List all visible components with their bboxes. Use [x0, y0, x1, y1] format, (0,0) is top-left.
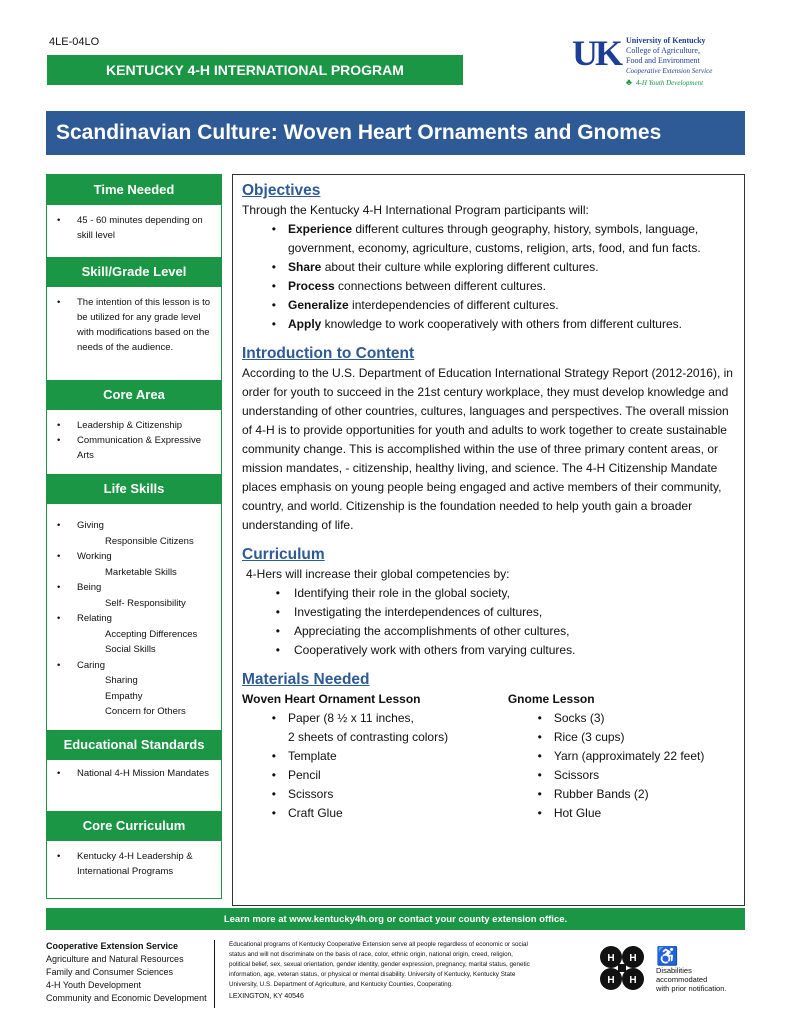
list-item — [242, 277, 736, 296]
bullet-icon: • — [271, 222, 276, 236]
list-item — [508, 804, 736, 823]
list-item-text: Rubber Bands (2) — [553, 787, 649, 801]
woven-heart-heading: Woven Heart Ornament Lesson — [242, 692, 421, 706]
list-item — [57, 611, 213, 627]
list-item-continuation: 2 sheets of contrasting colors) — [288, 730, 449, 744]
list-item-text: Communication & Expressive Arts — [77, 435, 202, 461]
bullet-icon: • — [271, 787, 276, 801]
list-item-text: Yarn (approximately 22 feet) — [553, 749, 705, 763]
bullet-icon: • — [275, 624, 280, 638]
bullet-icon: • — [271, 298, 276, 312]
list-subitem: Concern for Others — [105, 706, 186, 717]
ces-line: 4-H Youth Development — [46, 980, 142, 990]
list-item — [508, 766, 736, 785]
list-subitem: Social Skills — [105, 644, 156, 655]
bullet-icon: • — [537, 711, 542, 725]
list-item-text: Leadership & Citizenship — [77, 420, 183, 431]
document-code: 4LE-04LO — [49, 36, 100, 48]
access-line: Disabilities — [656, 966, 692, 975]
learn-more-text: Learn more at www.kentucky4h.org or contact your county extension office. — [223, 913, 568, 925]
list-item-text: Scissors — [288, 787, 334, 801]
svg-text:H: H — [629, 953, 637, 964]
list-subitem: Responsible Citizens — [105, 535, 194, 547]
bullet-icon: • — [57, 435, 61, 446]
curriculum-intro: 4-Hers will increase their global competencies by: — [246, 567, 510, 581]
list-item-text: Pencil — [288, 768, 321, 782]
list-item — [57, 213, 213, 243]
list-item — [242, 584, 736, 603]
bullet-icon: • — [57, 582, 61, 593]
woven-heart-materials — [242, 690, 508, 823]
sidebar-heading-life-skills: Life Skills — [47, 474, 221, 504]
wheelchair-icon: ♿ — [656, 946, 679, 966]
list-item — [57, 580, 213, 596]
list-subitem: Marketable Skills — [105, 566, 177, 578]
list-item-text: Apply knowledge to work cooperatively with others from different cultures. — [288, 317, 682, 331]
list-item — [242, 641, 736, 660]
list-item — [57, 518, 213, 534]
list-item — [242, 296, 736, 315]
list-item-text: Template — [288, 749, 337, 763]
svg-text:H: H — [629, 975, 637, 986]
page-title — [46, 111, 745, 155]
list-item — [242, 766, 508, 785]
list-item — [242, 622, 736, 641]
uk-logo — [572, 33, 752, 87]
curriculum-heading: Curriculum — [242, 546, 325, 563]
ces-line: Community and Economic Development — [46, 993, 207, 1003]
list-subitem: Self- Responsibility — [105, 597, 186, 609]
bullet-icon: • — [275, 605, 280, 619]
main-content — [232, 174, 745, 906]
introduction-text: According to the U.S. Department of Education International Strategy Report (2012-2016), in order for youth to succeed in the 21st century workplace, they must develop knowledge and understanding of other countries, cultures, languages and perspectives. The overall mission of 4-H is to provide opportunities for youth and adults to work together to create sustainable community change. This is accomplished within the use of three primary content areas, or mission mandates, - citizenship, healthy living, and science. The 4-H Citizenship Mandate places emphasis on young people being engaged and active members of their community, country, and world. Citizenship is the foundation needed to help youth gain a broader understanding of life. — [242, 366, 733, 532]
list-item — [508, 747, 736, 766]
bullet-icon: • — [271, 711, 276, 725]
list-subitem: Accepting Differences — [105, 628, 198, 640]
sidebar — [46, 174, 222, 899]
eeo-statement — [214, 940, 534, 1008]
list-item-text: Rice (3 cups) — [553, 730, 625, 744]
list-item-text: Cooperatively work with others from varying cultures. — [294, 643, 576, 657]
list-item-text: Caring — [77, 659, 105, 671]
list-item-text: Paper (8 ½ x 11 inches, — [288, 711, 414, 725]
page-title-text: Scandinavian Culture: Woven Heart Ornaments and Gnomes — [56, 121, 662, 144]
list-item-text: Being — [77, 582, 102, 593]
sidebar-heading-core-curriculum: Core Curriculum — [47, 811, 221, 841]
sidebar-section-life-skills — [47, 504, 221, 730]
list-item — [57, 849, 213, 879]
list-item-text: Giving — [77, 520, 104, 531]
list-item — [242, 804, 508, 823]
list-item-text: Relating — [77, 613, 112, 624]
objectives-intro: Through the Kentucky 4-H International Program participants will: — [242, 203, 589, 217]
list-subitem: Empathy — [105, 690, 143, 702]
bullet-icon: • — [57, 851, 61, 862]
bullet-icon: • — [57, 659, 61, 671]
logo-4h-line: ♣ 4-H Youth Development — [626, 78, 712, 88]
access-line: with prior notification. — [656, 984, 727, 993]
sidebar-section-time — [47, 205, 221, 257]
program-label: KENTUCKY 4-H INTERNATIONAL PROGRAM — [106, 62, 404, 78]
sidebar-heading-standards: Educational Standards — [47, 730, 221, 760]
list-item — [508, 709, 736, 728]
list-item-text: Experience different cultures through geography, history, symbols, language, government, economy, agriculture, customs, religion, arts, food, and fun facts. — [288, 222, 701, 255]
bullet-icon: • — [57, 215, 61, 226]
list-item-text: Craft Glue — [288, 806, 343, 820]
list-item — [57, 766, 213, 781]
list-item — [242, 315, 736, 334]
sidebar-heading-skill: Skill/Grade Level — [47, 257, 221, 287]
list-item-text: Working — [77, 551, 112, 562]
bullet-icon: • — [271, 260, 276, 274]
list-item-text: Generalize interdependencies of different cultures. — [288, 298, 559, 312]
list-item-text: Share about their culture while exploring different cultures. — [288, 260, 599, 274]
list-item — [508, 728, 736, 747]
bullet-icon: • — [537, 806, 542, 820]
svg-text:H: H — [607, 953, 615, 964]
gnome-heading: Gnome Lesson — [507, 692, 595, 706]
bullet-icon: • — [271, 768, 276, 782]
list-item — [57, 295, 213, 355]
sidebar-section-standards — [47, 760, 221, 811]
list-item-text: National 4-H Mission Mandates — [77, 768, 210, 779]
list-item-text: Hot Glue — [553, 806, 602, 820]
list-item — [242, 258, 736, 277]
bullet-icon: • — [537, 768, 542, 782]
bullet-icon: • — [271, 317, 276, 331]
list-item — [242, 709, 508, 728]
learn-more-banner — [46, 908, 745, 930]
list-item-text: Process connections between different cultures. — [288, 279, 546, 293]
list-item — [57, 549, 213, 565]
eeo-text: Educational programs of Kentucky Cooperative Extension serve all people regardless of economic or social status and will not discriminate on the basis of race, color, ethnic origin, national origin, creed, religion, political belief, sex, sexual orientation, gender identity, gender expression, pregnancy, marital status, genetic information, age, veteran status, or physical or mental disability. University of Kentucky, Kentucky State University, U.S. Department of Agriculture, and Kentucky Counties, Cooperating. — [229, 941, 530, 988]
list-item-text: The intention of this lesson is to be utilized for any grade level with modifications based on the needs of the audience. — [77, 297, 211, 353]
four-h-clover-icon — [594, 940, 650, 996]
logo-line: University of Kentucky — [626, 36, 706, 45]
objectives-heading: Objectives — [242, 182, 321, 199]
access-line: accommodated — [656, 975, 708, 984]
ces-line: Agriculture and Natural Resources — [46, 954, 184, 964]
svg-text:H: H — [607, 975, 615, 986]
introduction-heading: Introduction to Content — [242, 345, 415, 362]
accessibility-note — [656, 946, 756, 993]
bullet-icon: • — [57, 551, 61, 562]
bullet-icon: • — [275, 586, 280, 600]
list-item-text: 45 - 60 minutes depending on skill level — [77, 215, 203, 241]
bullet-icon: • — [271, 749, 276, 763]
eeo-city: LEXINGTON, KY 40546 — [229, 993, 304, 1000]
sidebar-section-skill — [47, 287, 221, 380]
list-subitem: Sharing — [105, 675, 138, 686]
list-item-text: Investigating the interdependences of cultures, — [294, 605, 543, 619]
list-item — [242, 785, 508, 804]
list-item — [57, 658, 213, 674]
sidebar-heading-time: Time Needed — [47, 175, 221, 205]
bullet-icon: • — [537, 749, 542, 763]
list-item — [242, 220, 736, 258]
uk-logo-text — [626, 36, 712, 88]
sidebar-section-core-curriculum — [47, 841, 221, 885]
bullet-icon: • — [57, 520, 61, 531]
materials-heading: Materials Needed — [242, 671, 370, 688]
bullet-icon: • — [57, 613, 61, 624]
list-item-text: Identifying their role in the global society, — [294, 586, 510, 600]
uk-mark: UK — [572, 33, 620, 73]
gnome-materials — [508, 690, 736, 823]
logo-line: Cooperative Extension Service — [626, 67, 713, 75]
materials-columns — [242, 690, 736, 823]
list-item-text: Socks (3) — [553, 711, 605, 725]
logo-line: Food and Environment — [626, 56, 700, 65]
bullet-icon: • — [271, 279, 276, 293]
logo-line: College of Agriculture, — [626, 46, 700, 55]
bullet-icon: • — [57, 297, 61, 308]
bullet-icon: • — [537, 787, 542, 801]
extension-service-list — [46, 940, 207, 1005]
ces-line: Cooperative Extension Service — [46, 941, 179, 951]
list-item — [508, 785, 736, 804]
bullet-icon: • — [271, 806, 276, 820]
list-item — [57, 433, 213, 463]
ces-line: Family and Consumer Sciences — [46, 967, 174, 977]
program-banner — [47, 55, 463, 85]
bullet-icon: • — [57, 768, 61, 779]
list-item — [57, 418, 213, 433]
sidebar-section-core-area — [47, 410, 221, 474]
list-item-text: Appreciating the accomplishments of other cultures, — [294, 624, 570, 638]
bullet-icon: • — [537, 730, 542, 744]
list-item — [242, 747, 508, 766]
bullet-icon: • — [275, 643, 280, 657]
sidebar-heading-core-area: Core Area — [47, 380, 221, 410]
list-item — [242, 603, 736, 622]
list-item-text: Scissors — [553, 768, 600, 782]
list-item-text: Kentucky 4-H Leadership & International Programs — [77, 851, 193, 877]
bullet-icon: • — [57, 420, 61, 431]
